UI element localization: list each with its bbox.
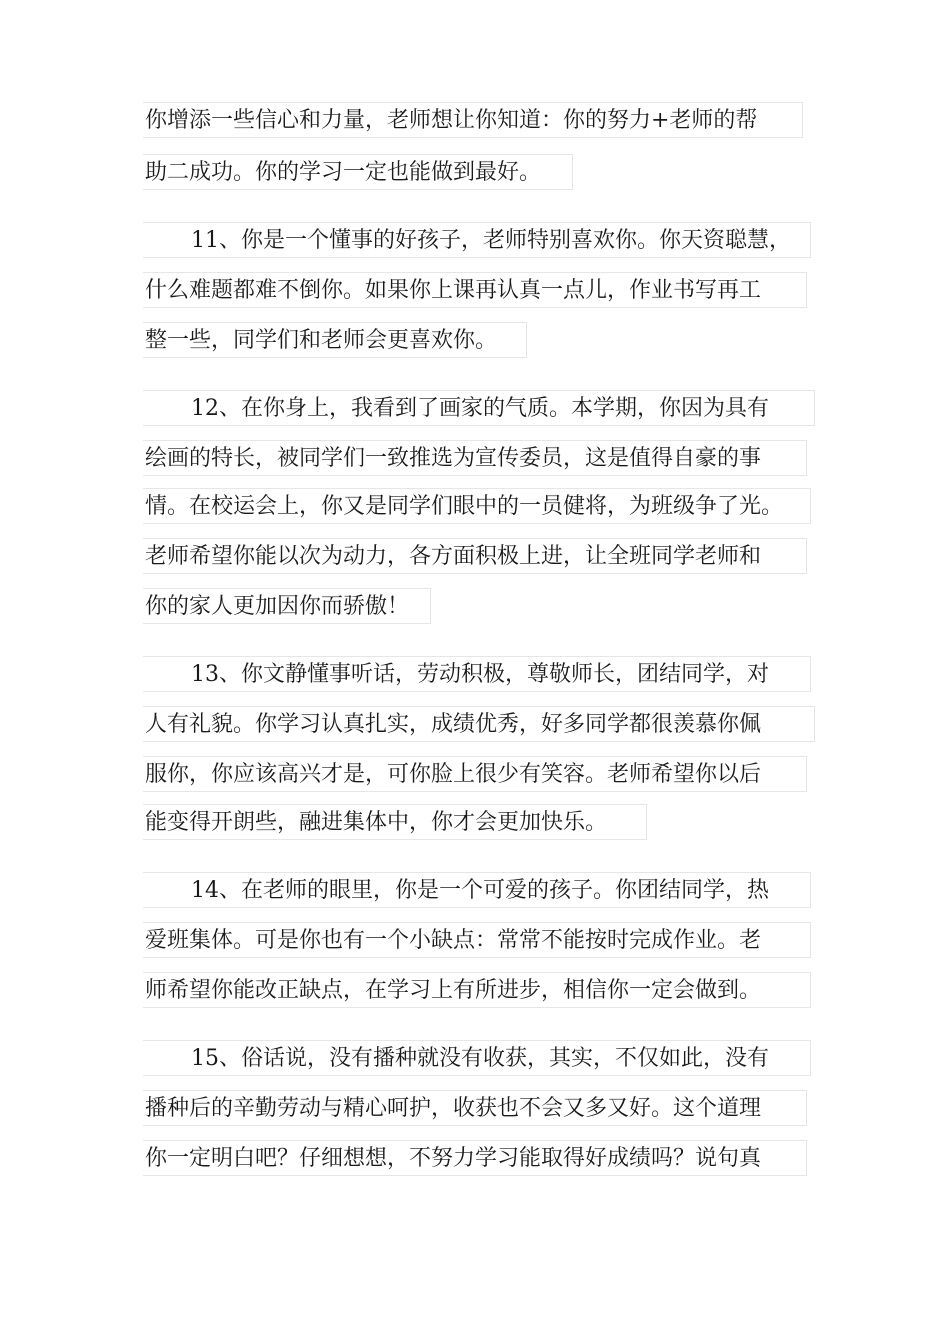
text-line: 你的家人更加因你而骄傲！	[143, 588, 431, 624]
text-line: 老师希望你能以次为动力，各方面积极上进，让全班同学老师和	[143, 538, 807, 574]
text-line: 能变得开朗些，融进集体中，你才会更加快乐。	[143, 804, 647, 840]
text-line: 爱班集体。可是你也有一个小缺点：常常不能按时完成作业。老	[143, 922, 811, 958]
text-line: 人有礼貌。你学习认真扎实，成绩优秀，好多同学都很羡慕你佩	[143, 706, 815, 742]
text-line: 整一些，同学们和老师会更喜欢你。	[143, 322, 527, 358]
text-line: 什么难题都难不倒你。如果你上课再认真一点儿，作业书写再工	[143, 272, 807, 308]
text-line: 助二成功。你的学习一定也能做到最好。	[143, 154, 573, 190]
text-line: 11、你是一个懂事的好孩子，老师特别喜欢你。你天资聪慧，	[143, 222, 811, 258]
text-line: 14、在老师的眼里，你是一个可爱的孩子。你团结同学，热	[143, 872, 811, 908]
text-line: 师希望你能改正缺点，在学习上有所进步，相信你一定会做到。	[143, 972, 811, 1008]
text-line: 绘画的特长，被同学们一致推选为宣传委员，这是值得自豪的事	[143, 440, 807, 476]
text-line: 12、在你身上，我看到了画家的气质。本学期，你因为具有	[143, 390, 815, 426]
text-line: 播种后的辛勤劳动与精心呵护，收获也不会又多又好。这个道理	[143, 1090, 807, 1126]
text-line: 你一定明白吧？仔细想想，不努力学习能取得好成绩吗？说句真	[143, 1140, 807, 1176]
text-line: 你增添一些信心和力量，老师想让你知道：你的努力+老师的帮	[143, 102, 803, 138]
text-line: 15、俗话说，没有播种就没有收获，其实，不仅如此，没有	[143, 1040, 811, 1076]
text-line: 情。在校运会上，你又是同学们眼中的一员健将，为班级争了光。	[143, 488, 811, 524]
text-line: 服你，你应该高兴才是，可你脸上很少有笑容。老师希望你以后	[143, 756, 807, 792]
text-line: 13、你文静懂事听话，劳动积极，尊敬师长，团结同学，对	[143, 656, 811, 692]
